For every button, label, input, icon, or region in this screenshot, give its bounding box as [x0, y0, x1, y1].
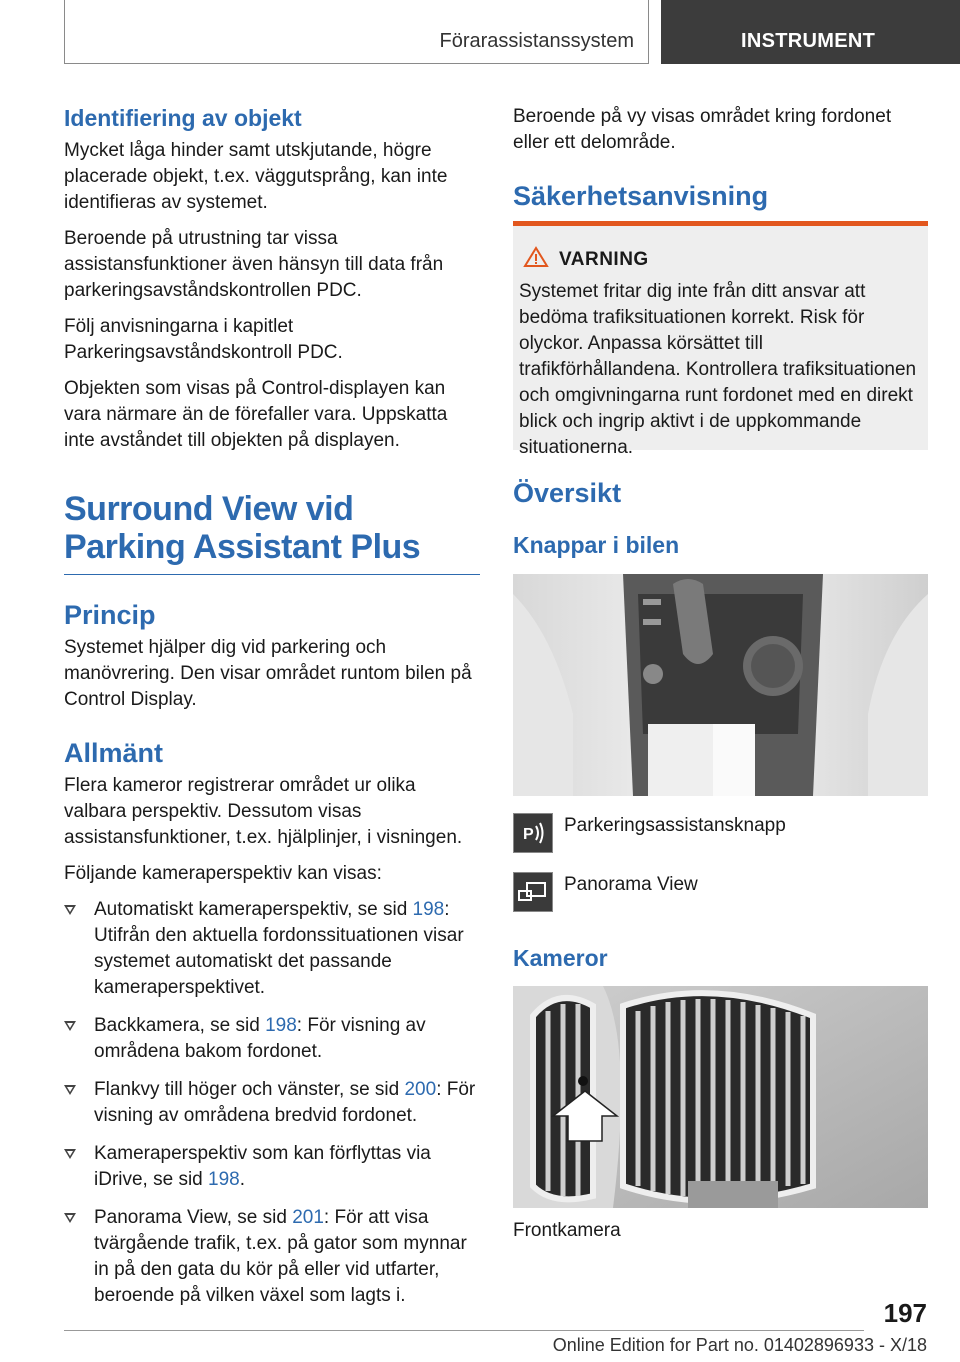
- header-chapter-tab: [661, 0, 960, 64]
- list-item: Flankvy till höger och vänster, se sid 200: För visning av områdena bredvid fordonet.: [64, 1077, 480, 1129]
- warning-bar: [513, 221, 928, 226]
- heading-knappar: Knappar i bilen: [513, 532, 680, 558]
- page-link[interactable]: 200: [404, 1079, 437, 1100]
- heading-allmant: Allmänt: [64, 738, 164, 768]
- page-link[interactable]: 201: [292, 1207, 324, 1228]
- page-number: 197: [883, 1298, 927, 1328]
- warning-text: Systemet fritar dig inte från ditt ansvar att bedöma trafiksituationen korrekt. Risk för olyckor. Anpassa körsättet till trafikförhållandena. Kontrollera trafiksituationen och omgivningarna runt fordonet med en direkt blick och ingrip aktivt i de uppkommande situationerna.: [519, 281, 917, 458]
- list-item: Kameraperspektiv som kan förflyttas via iDrive, se sid 198.: [64, 1141, 480, 1193]
- identifiering-paragraph-2: Beroende på utrustning tar vissa assistansfunktioner även hänsyn till data från parkeringsavståndskontrollen PDC.: [64, 228, 444, 301]
- list-item: Automatiskt kameraperspektiv, se sid 198: Utifrån den aktuella fordonssituationen visar systemet automatiskt det passande kameraperspektivet.: [64, 897, 480, 1001]
- edition-text: Online Edition for Part no. 01402896933 - X/18: [552, 1335, 927, 1355]
- heading-identifiering: Identifiering av objekt: [64, 105, 302, 131]
- panorama-view-icon: [513, 872, 553, 912]
- right-column-kameror: [513, 944, 928, 978]
- front-camera-caption: Frontkamera: [513, 1220, 621, 1241]
- header-chapter-title: INSTRUMENT: [741, 30, 876, 52]
- front-camera-photo: [513, 986, 928, 1208]
- identifiering-paragraph-3: Följ anvisningarna i kapitlet Parkeringsavståndskontroll PDC.: [64, 316, 343, 363]
- page-link[interactable]: 198: [265, 1015, 297, 1036]
- heading-oversikt: Översikt: [513, 478, 622, 508]
- identifiering-paragraph-4: Objekten som visas på Control-displayen kan vara närmare än de förefaller vara. Uppskatta inte avståndet till objekten på displayen.: [64, 378, 448, 451]
- left-column: [64, 104, 480, 1321]
- parking-assist-label: Parkeringsassistansknapp: [564, 815, 786, 836]
- warning-title: VARNING: [559, 249, 649, 270]
- intro-paragraph: Beroende på vy visas området kring fordonet eller ett delområde.: [513, 106, 892, 153]
- surround-title-block: [64, 490, 480, 575]
- warning-box: [513, 221, 928, 458]
- princip-paragraph: Systemet hjälper dig vid parkering och manövrering. Den visar området runtom bilen på Control Display.: [64, 637, 472, 710]
- panorama-view-label: Panorama View: [564, 874, 698, 895]
- center-console-photo: [513, 574, 928, 796]
- warning-triangle-icon: [523, 246, 549, 268]
- allmant-paragraph-1: Flera kameror registrerar området ur olika valbara perspektiv. Dessutom visas assistansfunktioner, t.ex. hjälplinjer, i visningen.: [64, 775, 463, 848]
- page-link[interactable]: 198: [412, 899, 445, 920]
- list-item: Backkamera, se sid 198: För visning av områdena bakom fordonet.: [64, 1013, 480, 1065]
- right-column-intro: [513, 104, 928, 212]
- identifiering-paragraph-1: Mycket låga hinder samt utskjutande, högre placerade objekt, t.ex. väggutsprång, kan inte identifieras av systemet.: [64, 140, 448, 213]
- heading-princip: Princip: [64, 600, 156, 630]
- parking-assist-icon: [513, 813, 553, 853]
- camera-perspective-list: [64, 897, 480, 1309]
- right-column-oversikt: [513, 477, 928, 565]
- header-section-title: Förarassistanssystem: [439, 30, 634, 52]
- list-item: Panorama View, se sid 201: För att visa tvärgående trafik, t.ex. på gator som mynnar in på den gata du kör på eller vid utfarter, beroende på vilken växel som lagts i.: [64, 1205, 480, 1309]
- heading-sakerhetsanvisning: Säkerhetsanvisning: [513, 181, 769, 211]
- heading-kameror: Kameror: [513, 945, 608, 971]
- svg-text:P: P: [523, 826, 534, 843]
- heading-surround-view: Surround View vid Parking Assistant Plus: [64, 490, 421, 566]
- footer-divider: [64, 1330, 864, 1331]
- header-section-tab: [64, 0, 649, 64]
- allmant-paragraph-2: Följande kameraperspektiv kan visas:: [64, 863, 382, 884]
- page-link[interactable]: 198: [208, 1169, 240, 1190]
